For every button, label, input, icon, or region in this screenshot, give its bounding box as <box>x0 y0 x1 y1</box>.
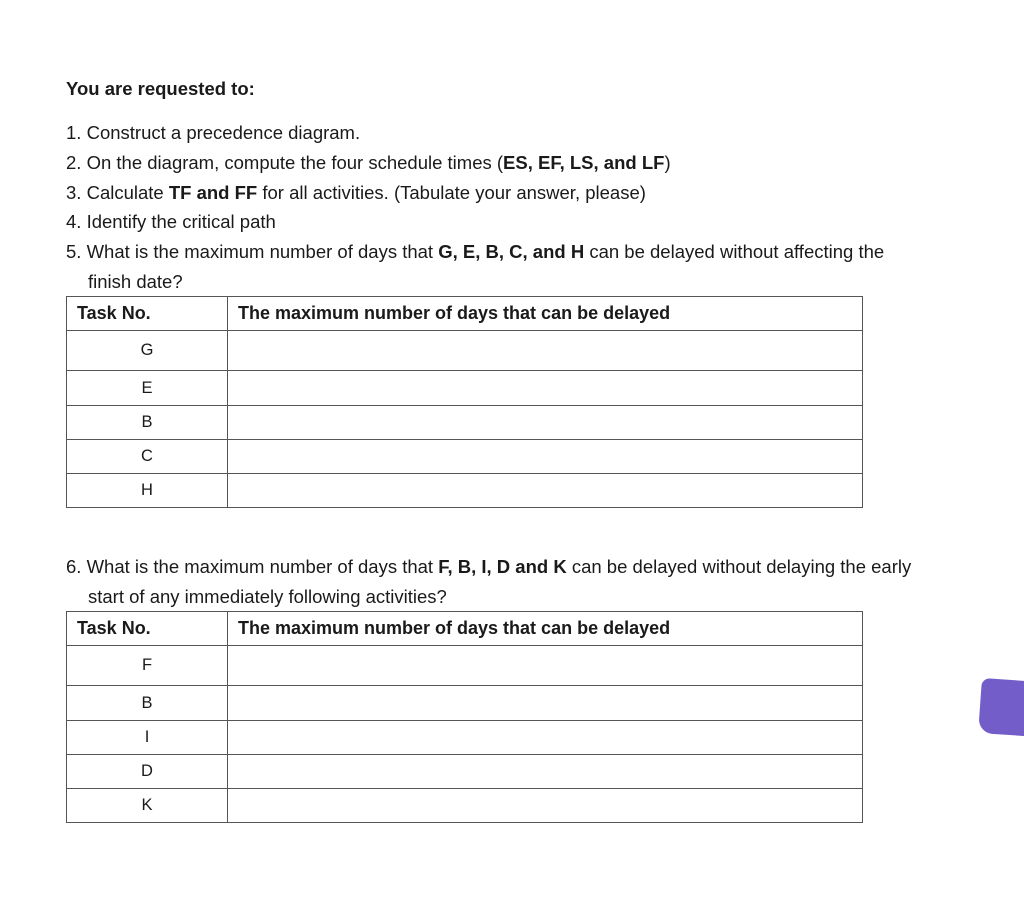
plain-text: On the diagram, compute the four schedule times ( <box>86 152 504 173</box>
plain-text: ) <box>664 152 671 173</box>
bold-text: ES, EF, LS, and LF <box>503 152 665 173</box>
table-row <box>67 331 863 371</box>
plain-text: What is the maximum number of days that <box>86 241 439 262</box>
bold-text: F, B, I, D and K <box>438 556 567 577</box>
table-row <box>67 406 863 440</box>
table-row <box>67 721 863 755</box>
plain-text: can be delayed without affecting the <box>584 241 885 262</box>
table-row <box>67 371 863 406</box>
item-text <box>66 241 884 262</box>
plain-text: for all activities. (Tabulate your answer, please) <box>257 182 646 203</box>
list-item-5 <box>66 237 884 297</box>
list-item-6 <box>66 552 911 612</box>
task-cell: I <box>67 721 228 755</box>
item-number: 5. <box>66 241 87 262</box>
answer-cell[interactable] <box>228 406 863 440</box>
answer-cell[interactable] <box>228 331 863 371</box>
list-item-2 <box>66 148 671 178</box>
answer-cell[interactable] <box>228 789 863 823</box>
answer-cell[interactable] <box>228 440 863 474</box>
item-text <box>66 211 276 232</box>
bold-text: TF and FF <box>168 182 258 203</box>
list-item-4 <box>66 207 276 237</box>
plain-text: Calculate <box>86 182 169 203</box>
task-cell: K <box>67 789 228 823</box>
table-row <box>67 789 863 823</box>
table-row <box>67 646 863 686</box>
header-task-no: Task No. <box>67 612 228 646</box>
item-number: 6. <box>66 556 87 577</box>
task-cell: E <box>67 371 228 406</box>
item-text <box>66 152 671 173</box>
table-row <box>67 440 863 474</box>
delay-table-2 <box>66 611 863 823</box>
task-cell: D <box>67 755 228 789</box>
item-continuation: start of any immediately following activities? <box>88 586 447 607</box>
item-number: 2. <box>66 152 87 173</box>
answer-cell[interactable] <box>228 474 863 508</box>
task-cell: C <box>67 440 228 474</box>
plain-text: can be delayed without delaying the early <box>566 556 912 577</box>
item-continuation: finish date? <box>88 271 183 292</box>
item-number: 1. <box>66 122 87 143</box>
item-text <box>66 122 360 143</box>
item-text <box>66 182 646 203</box>
list-item-1 <box>66 118 360 148</box>
task-cell: H <box>67 474 228 508</box>
header-max-days: The maximum number of days that can be delayed <box>228 297 863 331</box>
answer-cell[interactable] <box>228 721 863 755</box>
item-number: 3. <box>66 182 87 203</box>
purple-smudge <box>978 678 1024 737</box>
item-number: 4. <box>66 211 87 232</box>
table-row <box>67 755 863 789</box>
answer-cell[interactable] <box>228 646 863 686</box>
page-heading: You are requested to: <box>66 78 255 99</box>
plain-text: Construct a precedence diagram. <box>86 122 361 143</box>
item-text <box>66 556 911 577</box>
answer-cell[interactable] <box>228 371 863 406</box>
list-item-3 <box>66 178 646 208</box>
task-cell: B <box>67 406 228 440</box>
header-max-days: The maximum number of days that can be delayed <box>228 612 863 646</box>
delay-table-1 <box>66 296 863 508</box>
plain-text: What is the maximum number of days that <box>86 556 439 577</box>
answer-cell[interactable] <box>228 686 863 721</box>
plain-text: Identify the critical path <box>86 211 276 232</box>
table-row <box>67 474 863 508</box>
header-task-no: Task No. <box>67 297 228 331</box>
task-cell: F <box>67 646 228 686</box>
bold-text: G, E, B, C, and H <box>438 241 585 262</box>
task-cell: B <box>67 686 228 721</box>
answer-cell[interactable] <box>228 755 863 789</box>
task-cell: G <box>67 331 228 371</box>
table-row <box>67 686 863 721</box>
